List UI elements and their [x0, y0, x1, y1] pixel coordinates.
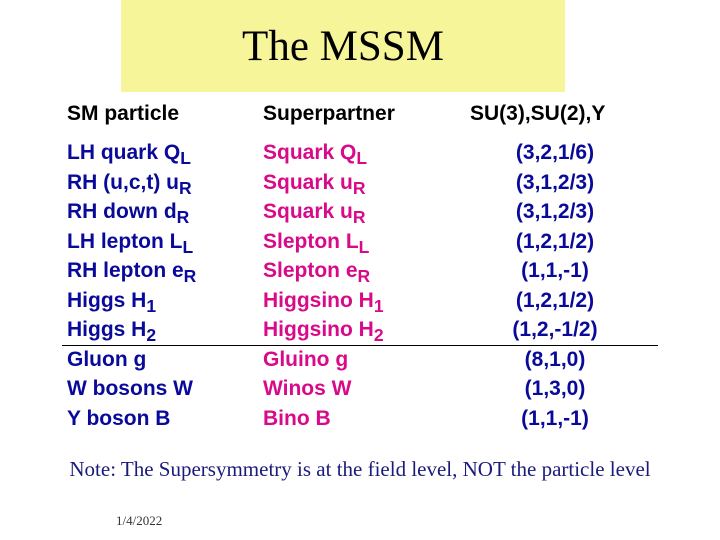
quantum-numbers-cell: (1,3,0)	[524, 377, 586, 400]
sm-particle-cell	[67, 345, 146, 374]
superpartner-name: Gluino g	[263, 347, 349, 371]
sm-particle-name: RH down d	[67, 200, 177, 223]
superpartner-name: Higgsino H	[263, 288, 374, 312]
superpartner-subscript: R	[352, 207, 366, 228]
title-box	[121, 0, 565, 92]
superpartner-subscript: R	[352, 177, 366, 198]
table-row	[0, 404, 720, 434]
sm-particle-subscript: R	[183, 266, 197, 287]
superpartner-cell	[263, 374, 351, 403]
sm-particle-name: Gluon g	[67, 347, 147, 371]
sm-particle-name: RH lepton e	[67, 259, 184, 282]
superpartner-name: Bino B	[263, 406, 331, 430]
quantum-numbers-cell: (1,1,-1)	[521, 406, 589, 430]
quantum-numbers-cell: (3,2,1/6)	[515, 141, 595, 164]
superpartner-name: Squark u	[263, 170, 353, 194]
sm-particle-name: LH lepton L	[67, 229, 183, 253]
superpartner-subscript: R	[357, 266, 371, 287]
sm-particle-subscript: 2	[146, 325, 157, 346]
sm-particle-name: Y boson B	[67, 406, 171, 430]
superpartner-name: Slepton e	[263, 259, 358, 282]
slide-date: 1/4/2022	[116, 513, 163, 528]
sm-particle-subscript: L	[180, 148, 191, 169]
superpartner-name: Squark u	[263, 200, 353, 223]
header-sm-particle: SM particle	[67, 102, 180, 125]
table-row	[0, 227, 720, 257]
quantum-numbers-cell: (1,2,-1/2)	[512, 318, 598, 341]
table-row	[0, 197, 720, 227]
divider-line	[62, 345, 658, 346]
table-row	[0, 138, 720, 168]
sm-particle-name: RH (u,c,t) u	[67, 170, 179, 194]
superpartner-subscript: 2	[373, 325, 384, 346]
header-quantum-numbers: SU(3),SU(2),Y	[470, 102, 606, 125]
quantum-numbers-cell: (1,2,1/2)	[515, 229, 595, 253]
header-superpartner: Superpartner	[263, 102, 395, 125]
superpartner-cell	[263, 404, 331, 433]
particle-table	[0, 138, 720, 433]
superpartner-subscript: 1	[373, 295, 384, 316]
table-row	[0, 374, 720, 404]
sm-particle-cell	[67, 374, 193, 403]
sm-particle-name: Higgs H	[67, 288, 147, 312]
superpartner-name: Slepton L	[263, 229, 359, 253]
quantum-numbers-cell: (3,1,2/3)	[515, 200, 595, 223]
superpartner-cell	[263, 345, 348, 374]
quantum-numbers-cell: (1,1,-1)	[521, 259, 589, 282]
superpartner-subscript: L	[356, 148, 368, 169]
quantum-numbers-cell: (8,1,0)	[524, 347, 586, 371]
quantum-numbers-cell: (3,1,2/3)	[515, 170, 595, 194]
sm-particle-cell	[67, 404, 170, 433]
superpartner-subscript: L	[358, 236, 370, 257]
superpartner-name: Squark Q	[263, 141, 357, 164]
superpartner-name: Winos W	[263, 377, 352, 400]
slide-title: The MSSM	[242, 23, 444, 70]
sm-particle-name: Higgs H	[67, 318, 147, 341]
table-row	[0, 168, 720, 198]
sm-particle-name: W bosons W	[67, 377, 193, 400]
sm-particle-subscript: R	[176, 207, 190, 228]
superpartner-name: Higgsino H	[263, 318, 374, 341]
sm-particle-subscript: 1	[146, 295, 157, 316]
table-row	[0, 315, 720, 345]
table-row	[0, 286, 720, 316]
sm-particle-subscript: R	[178, 177, 192, 198]
sm-particle-name: LH quark Q	[67, 141, 181, 164]
footnote: Note: The Supersymmetry is at the field level, NOT the particle level	[69, 457, 651, 481]
quantum-numbers-cell: (1,2,1/2)	[515, 288, 595, 312]
table-row	[0, 256, 720, 286]
sm-particle-subscript: L	[182, 236, 194, 257]
table-row	[0, 345, 720, 375]
